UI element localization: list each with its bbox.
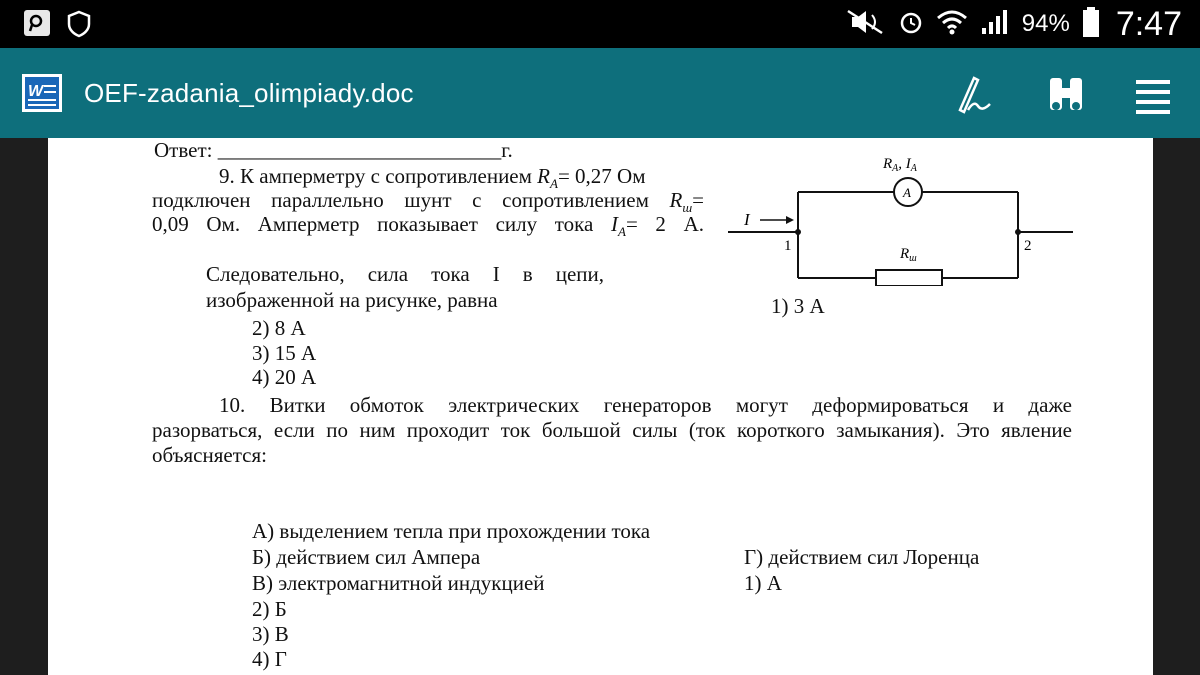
ammeter-label: $R_A$, $I_A$ [883, 156, 917, 174]
q10-choice-v: В) электромагнитной индукцией [252, 571, 545, 595]
node-2-dot [1015, 229, 1021, 235]
q10-line1: 10. Витки обмоток электрических генераторов могут деформироваться и даже [219, 393, 1072, 417]
ia-value: = 2 А. [625, 212, 704, 236]
q9-option-2: 2) 8 А [252, 316, 306, 340]
q10-line3: объясняется: [152, 443, 267, 467]
document-title: OEF-zadania_olimpiady.doc [84, 78, 414, 108]
ia-symbol: I [611, 212, 618, 236]
word-doc-icon [22, 74, 64, 114]
q10-choice-a: А) выделением тепла при прохождении тока [252, 519, 651, 543]
ra-symbol: R [537, 164, 550, 188]
current-arrow-head [786, 216, 794, 224]
q9-line2-text: подключен параллельно шунт с сопротивлением [152, 188, 649, 212]
node-1-dot [795, 229, 801, 235]
q9-line3 [152, 212, 704, 244]
q10-choice-b: Б) действием сил Ампера [252, 545, 481, 569]
pen-icon[interactable] [950, 70, 998, 118]
app-notification-icon [24, 10, 50, 36]
alarm-icon [898, 9, 924, 40]
q10-option-2: 2) Б [252, 597, 287, 621]
signal-icon [980, 8, 1010, 41]
current-label: I [744, 210, 750, 229]
node-2-label: 2 [1024, 238, 1032, 254]
q9-option-3: 3) 15 А [252, 341, 317, 365]
answer-line: Ответ: ___________________________г. [154, 138, 513, 162]
q9-line4: Следовательно, сила тока I в цепи, [206, 262, 604, 286]
status-bar [0, 0, 1200, 48]
clock: 7:47 [1115, 4, 1182, 43]
node-1-label: 1 [784, 238, 792, 254]
shunt-label: $R_ш$ [900, 246, 917, 264]
mute-icon [846, 9, 886, 40]
svg-text:W: W [28, 83, 44, 100]
ammeter-letter: A [903, 185, 911, 200]
q10-option-1: 1) А [744, 571, 782, 595]
rsh-equals: = [692, 188, 705, 212]
q9-line3-text: 0,09 Ом. Амперметр показывает силу тока [152, 212, 594, 236]
q10-option-3: 3) В [252, 622, 289, 646]
q9-line5: изображенной на рисунке, равна [206, 288, 498, 312]
binoculars-icon[interactable] [1042, 70, 1090, 118]
document-page[interactable] [48, 138, 1153, 675]
q9-option-4: 4) 20 А [252, 365, 317, 389]
ra-subscript: A [550, 176, 558, 192]
app-toolbar [0, 48, 1200, 138]
circuit-diagram [728, 146, 1078, 286]
shunt-resistor [876, 270, 942, 286]
q9-option-1: 1) 3 А [771, 294, 825, 318]
q10-choice-g: Г) действием сил Лоренца [744, 545, 980, 569]
wifi-icon [936, 9, 968, 40]
q10-line2: разорваться, если по ним проходит ток большой силы (ток короткого замыкания). Это явление [152, 418, 1072, 442]
ia-subscript: A [618, 224, 626, 240]
rsh-symbol: R [669, 188, 683, 212]
battery-percent: 94% [1021, 10, 1070, 37]
battery-icon [1082, 6, 1100, 43]
shield-icon [66, 10, 92, 43]
q9-line1-text: 9. К амперметру с сопротивлением [219, 164, 532, 188]
rsh-subscript: ш [682, 200, 693, 216]
q10-option-4: 4) Г [252, 647, 287, 671]
ra-value: = 0,27 Ом [557, 164, 646, 188]
menu-icon[interactable] [1130, 70, 1178, 118]
